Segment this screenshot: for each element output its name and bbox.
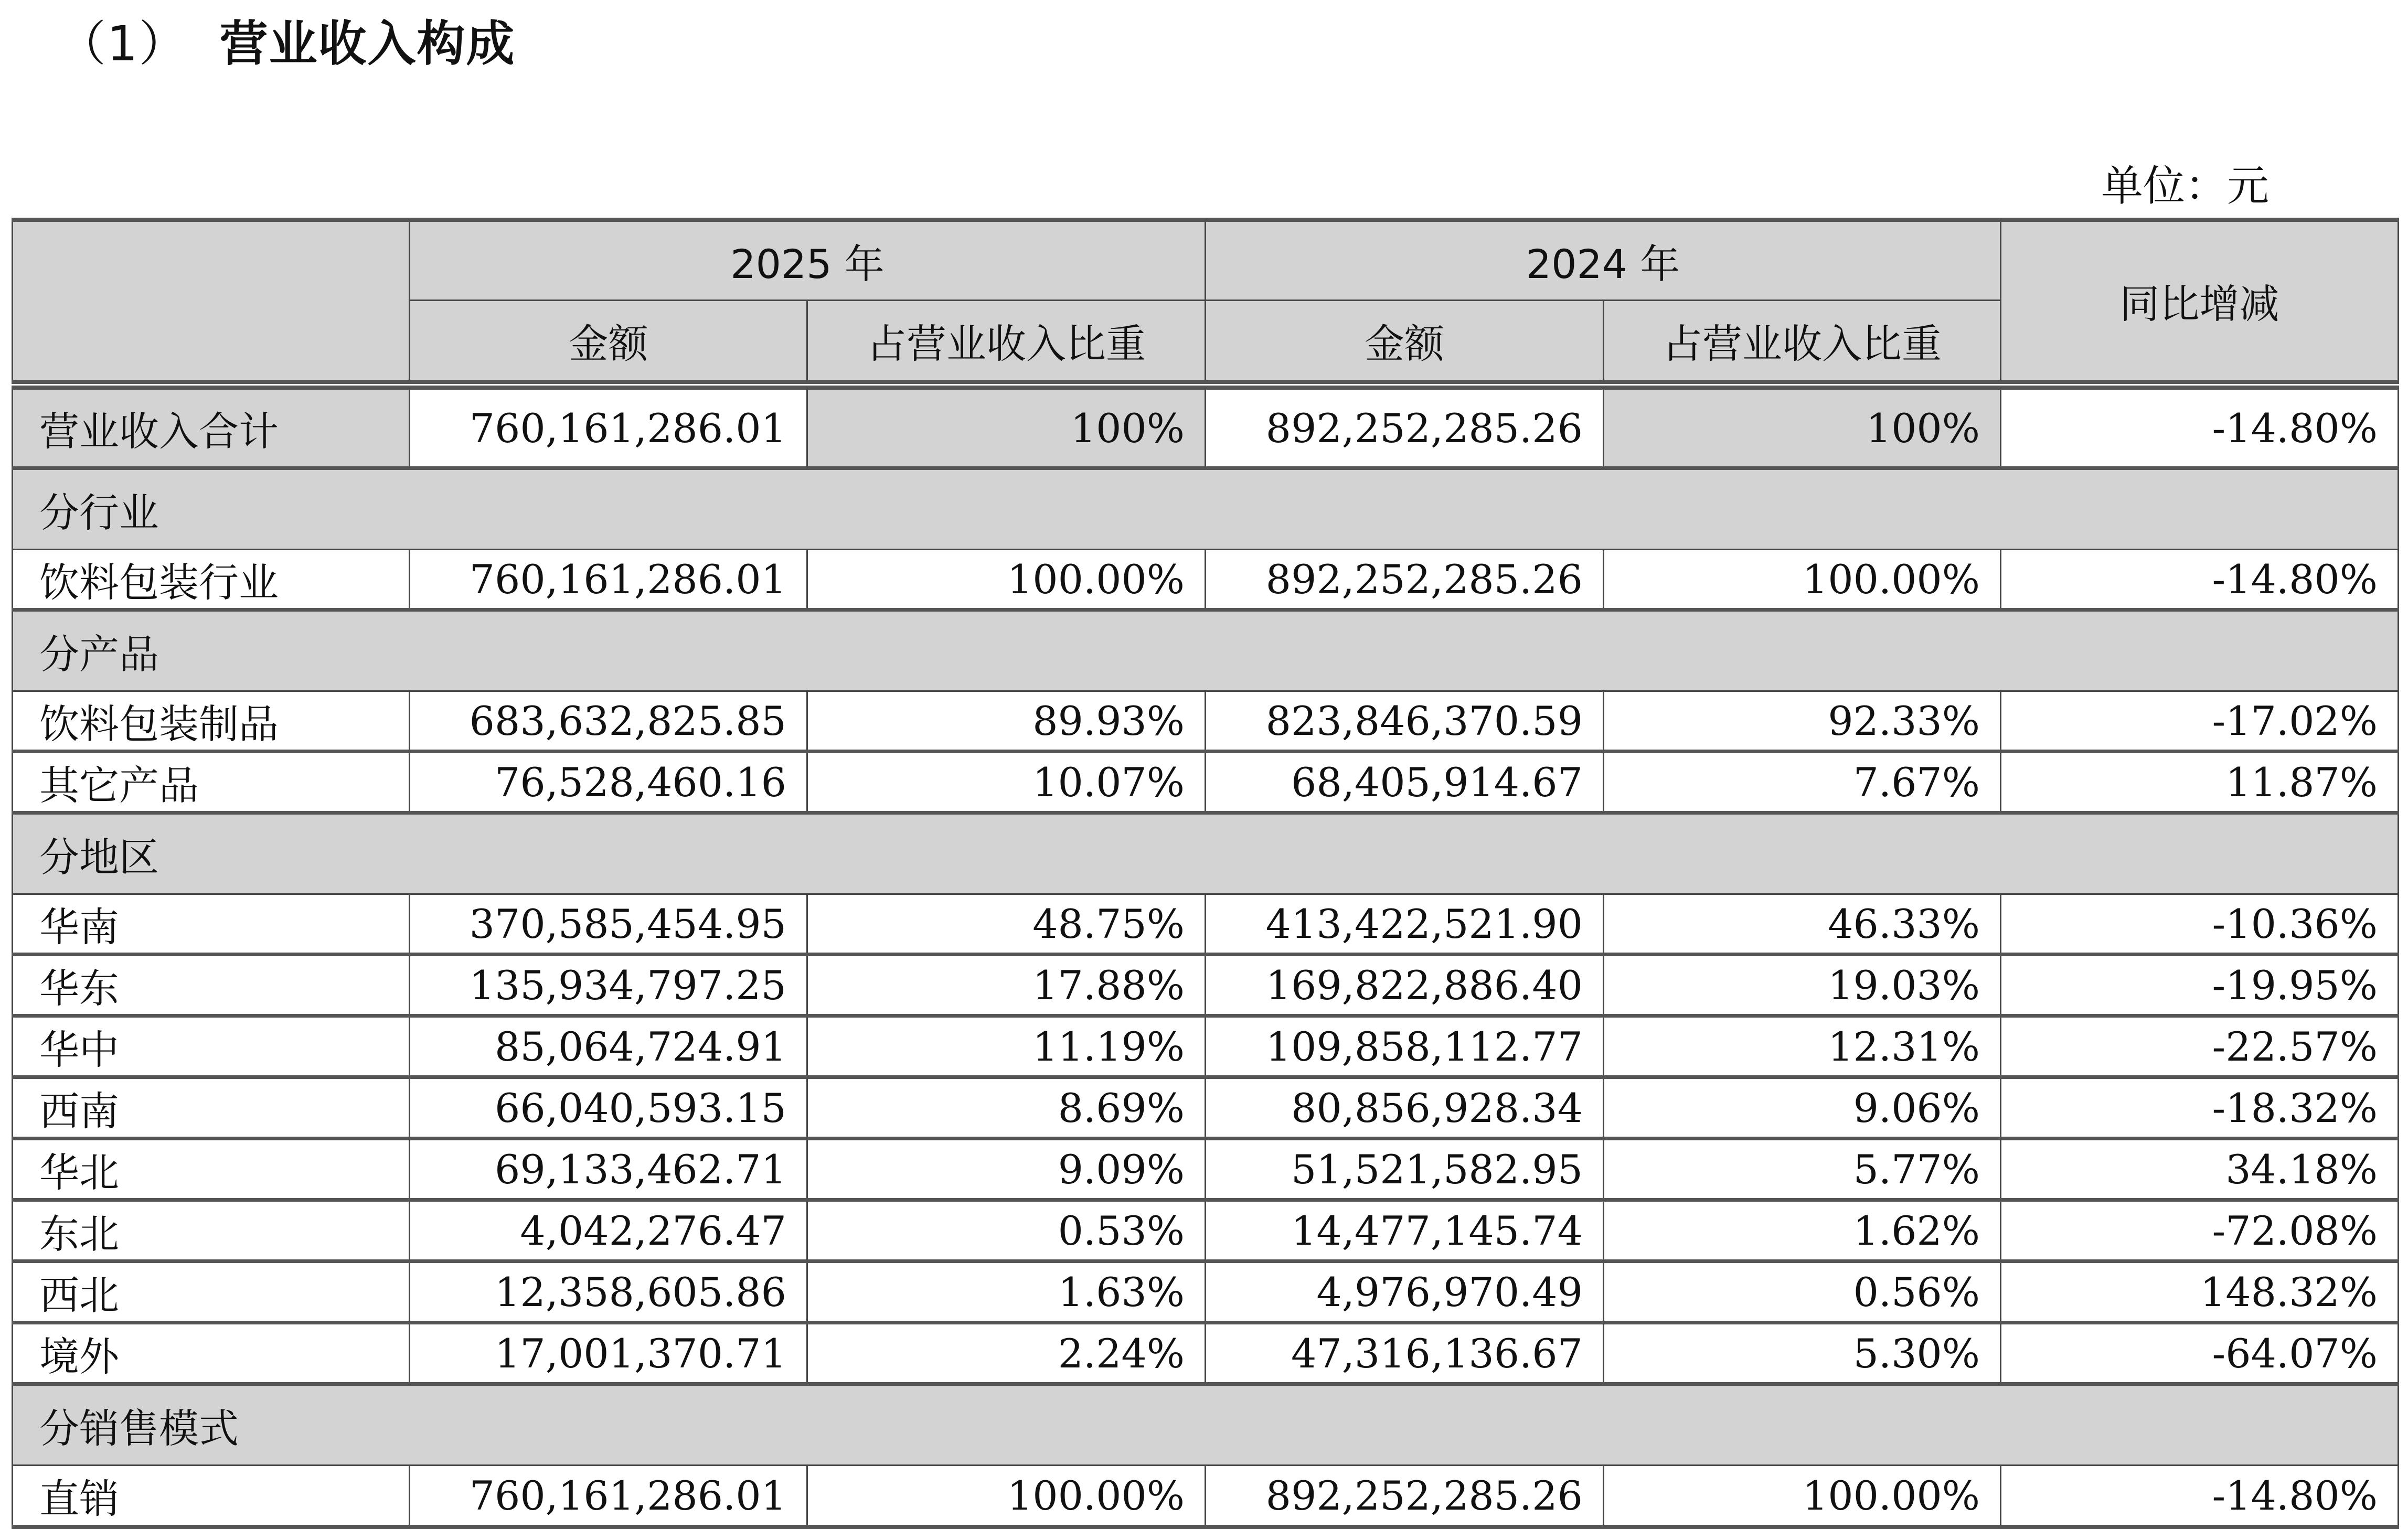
table-row bbox=[13, 1016, 2399, 1077]
share-2024: 12.31% bbox=[1604, 1016, 2001, 1077]
header-year-2024: 2024 年 bbox=[1206, 220, 2001, 301]
table-row bbox=[13, 691, 2399, 752]
yoy-change: 34.18% bbox=[2001, 1139, 2399, 1200]
section-title: 分行业 bbox=[13, 468, 2399, 550]
yoy-change: -72.08% bbox=[2001, 1200, 2399, 1261]
share-2025: 1.63% bbox=[807, 1261, 1206, 1323]
share-2025: 100.00% bbox=[807, 550, 1206, 610]
row-label: 华东 bbox=[13, 955, 410, 1016]
yoy-change: -14.80% bbox=[2001, 388, 2399, 468]
row-label: 华北 bbox=[13, 1139, 410, 1200]
section-row-region bbox=[13, 813, 2399, 894]
share-2025: 9.09% bbox=[807, 1139, 1206, 1200]
amount-2025: 760,161,286.01 bbox=[410, 1466, 807, 1527]
table-row bbox=[13, 752, 2399, 813]
section-row-industry bbox=[13, 468, 2399, 550]
row-label: 东北 bbox=[13, 1200, 410, 1261]
header-year-2025: 2025 年 bbox=[410, 220, 1206, 301]
share-2024: 100.00% bbox=[1604, 550, 2001, 610]
table-row bbox=[13, 1077, 2399, 1139]
amount-2025: 760,161,286.01 bbox=[410, 388, 807, 468]
amount-2024: 892,252,285.26 bbox=[1206, 550, 1604, 610]
yoy-change: -14.80% bbox=[2001, 550, 2399, 610]
share-2024: 92.33% bbox=[1604, 691, 2001, 752]
row-label: 华南 bbox=[13, 894, 410, 955]
section-row-product bbox=[13, 610, 2399, 691]
share-2024: 7.67% bbox=[1604, 752, 2001, 813]
section-title-text: 营业收入构成 bbox=[219, 16, 516, 72]
yoy-change: -18.32% bbox=[2001, 1077, 2399, 1139]
row-label: 直销 bbox=[13, 1466, 410, 1527]
yoy-change: 11.87% bbox=[2001, 752, 2399, 813]
header-share-2025: 占营业收入比重 bbox=[807, 301, 1206, 382]
section-number: （1） bbox=[58, 16, 188, 72]
header-amount-2024: 金额 bbox=[1206, 301, 1604, 382]
row-label: 饮料包装制品 bbox=[13, 691, 410, 752]
share-2024: 0.56% bbox=[1604, 1261, 2001, 1323]
amount-2025: 69,133,462.71 bbox=[410, 1139, 807, 1200]
table-row bbox=[13, 1261, 2399, 1323]
amount-2025: 4,042,276.47 bbox=[410, 1200, 807, 1261]
row-label: 其它产品 bbox=[13, 752, 410, 813]
share-2024: 46.33% bbox=[1604, 894, 2001, 955]
table-row bbox=[13, 1200, 2399, 1261]
amount-2024: 68,405,914.67 bbox=[1206, 752, 1604, 813]
share-2024: 100% bbox=[1604, 388, 2001, 468]
total-row bbox=[13, 388, 2399, 468]
amount-2024: 80,856,928.34 bbox=[1206, 1077, 1604, 1139]
amount-2025: 17,001,370.71 bbox=[410, 1323, 807, 1384]
row-label: 西南 bbox=[13, 1077, 410, 1139]
share-2025: 2.24% bbox=[807, 1323, 1206, 1384]
share-2024: 5.30% bbox=[1604, 1323, 2001, 1384]
share-2024: 100.00% bbox=[1604, 1466, 2001, 1527]
amount-2025: 66,040,593.15 bbox=[410, 1077, 807, 1139]
table-row bbox=[13, 1323, 2399, 1384]
header-blank bbox=[13, 220, 410, 382]
table-row bbox=[13, 955, 2399, 1016]
amount-2024: 14,477,145.74 bbox=[1206, 1200, 1604, 1261]
section-title: 分销售模式 bbox=[13, 1384, 2399, 1466]
section-title bbox=[58, 5, 516, 74]
amount-2024: 413,422,521.90 bbox=[1206, 894, 1604, 955]
header-yoy: 同比增减 bbox=[2001, 220, 2399, 382]
yoy-change: -14.80% bbox=[2001, 1466, 2399, 1527]
yoy-change: -22.57% bbox=[2001, 1016, 2399, 1077]
section-row-sales-mode bbox=[13, 1384, 2399, 1466]
share-2025: 100% bbox=[807, 388, 1206, 468]
row-label: 营业收入合计 bbox=[13, 388, 410, 468]
share-2025: 48.75% bbox=[807, 894, 1206, 955]
amount-2024: 169,822,886.40 bbox=[1206, 955, 1604, 1016]
table-header bbox=[12, 218, 2399, 384]
amount-2025: 85,064,724.91 bbox=[410, 1016, 807, 1077]
amount-2024: 47,316,136.67 bbox=[1206, 1323, 1604, 1384]
amount-2024: 109,858,112.77 bbox=[1206, 1016, 1604, 1077]
amount-2025: 76,528,460.16 bbox=[410, 752, 807, 813]
yoy-change: -64.07% bbox=[2001, 1323, 2399, 1384]
share-2025: 89.93% bbox=[807, 691, 1206, 752]
share-2025: 10.07% bbox=[807, 752, 1206, 813]
share-2025: 100.00% bbox=[807, 1466, 1206, 1527]
amount-2024: 4,976,970.49 bbox=[1206, 1261, 1604, 1323]
yoy-change: -17.02% bbox=[2001, 691, 2399, 752]
row-label: 饮料包装行业 bbox=[13, 550, 410, 610]
share-2025: 8.69% bbox=[807, 1077, 1206, 1139]
section-title: 分地区 bbox=[13, 813, 2399, 894]
section-title: 分产品 bbox=[13, 610, 2399, 691]
unit-label: 单位：元 bbox=[2101, 162, 2269, 210]
yoy-change: -19.95% bbox=[2001, 955, 2399, 1016]
table-row bbox=[13, 894, 2399, 955]
table-row bbox=[13, 550, 2399, 610]
table-row bbox=[13, 1139, 2399, 1200]
amount-2025: 683,632,825.85 bbox=[410, 691, 807, 752]
share-2024: 1.62% bbox=[1604, 1200, 2001, 1261]
share-2025: 11.19% bbox=[807, 1016, 1206, 1077]
share-2024: 5.77% bbox=[1604, 1139, 2001, 1200]
header-amount-2025: 金额 bbox=[410, 301, 807, 382]
yoy-change: 148.32% bbox=[2001, 1261, 2399, 1323]
header-share-2024: 占营业收入比重 bbox=[1604, 301, 2001, 382]
share-2025: 0.53% bbox=[807, 1200, 1206, 1261]
amount-2024: 51,521,582.95 bbox=[1206, 1139, 1604, 1200]
row-label: 境外 bbox=[13, 1323, 410, 1384]
table-row bbox=[13, 1466, 2399, 1527]
row-label: 西北 bbox=[13, 1261, 410, 1323]
amount-2025: 370,585,454.95 bbox=[410, 894, 807, 955]
amount-2025: 12,358,605.86 bbox=[410, 1261, 807, 1323]
amount-2024: 823,846,370.59 bbox=[1206, 691, 1604, 752]
share-2024: 9.06% bbox=[1604, 1077, 2001, 1139]
revenue-table bbox=[12, 386, 2399, 1529]
yoy-change: -10.36% bbox=[2001, 894, 2399, 955]
row-label: 华中 bbox=[13, 1016, 410, 1077]
amount-2025: 760,161,286.01 bbox=[410, 550, 807, 610]
amount-2024: 892,252,285.26 bbox=[1206, 1466, 1604, 1527]
amount-2025: 135,934,797.25 bbox=[410, 955, 807, 1016]
amount-2024: 892,252,285.26 bbox=[1206, 388, 1604, 468]
share-2025: 17.88% bbox=[807, 955, 1206, 1016]
share-2024: 19.03% bbox=[1604, 955, 2001, 1016]
